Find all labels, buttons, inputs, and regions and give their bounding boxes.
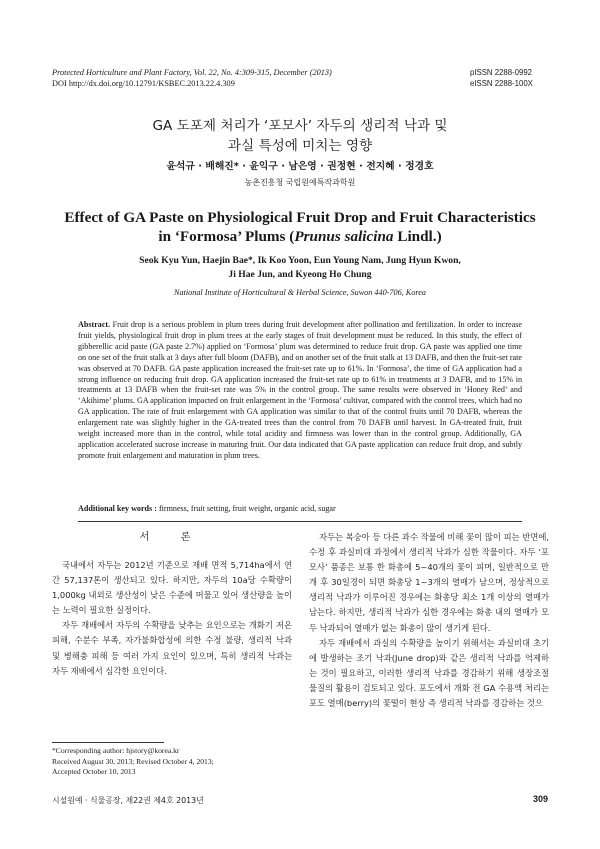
english-authors-line1: Seok Kyu Yun, Haejin Bae*, Ik Koo Yoon, Eun Young Nam, Jung Hyun Kwon, [139, 255, 461, 266]
corresponding-author: *Corresponding author: hjstory@korea.kr [52, 746, 180, 755]
intro-paragraph-2: 자두 재배에서 자두의 수확량을 낮추는 요인으로는 개화기 저온 피해, 수분수 부족, 자가불화합성에 의한 수정 불량, 생리적 낙과 및 병해충 피해 등 여러 가지 요인이 있으며, 특히 생리적 낙과는 자두 재배에서 심각한 요인이다. [52, 620, 292, 676]
english-authors-line2: Ji Hae Jun, and Kyeong Ho Chung [228, 269, 372, 280]
footnote [52, 746, 292, 778]
abstract-label: Abstract. [78, 320, 111, 329]
abstract-divider [78, 521, 522, 522]
korean-title-line1: GA 도포제 처리가 ‘포모사’ 자두의 생리적 낙과 및 [152, 118, 448, 134]
footer-journal: 시설원예 · 식물공장, 제22권 제4호 2013년 [52, 796, 204, 805]
korean-title-line2: 과실 특성에 미치는 영향 [227, 138, 373, 154]
intro-paragraph-4: 자두 재배에서 과실의 수확량을 높이기 위해서는 과실비대 초기에 발생하는 조기 낙과(June drop)와 같은 생리적 낙과를 억제하는 것이 필요하고, 이러한 생리적 낙과를 경감하기 위해 생장조절물질의 활용이 검토되고 있다. 포도에서 개화 전 GA 수용액 처리는 포도 열매(berry)의 꽃떨이 현상 즉 생리적 낙과를 경감하는 것으 [309, 637, 549, 709]
english-title-line2-post: Lindl.) [393, 228, 442, 245]
keywords-label: Additional key words : [78, 504, 157, 513]
section-heading-introduction: 서 론 [139, 532, 205, 543]
left-column [52, 558, 292, 679]
english-affiliation: National Institute of Horticultural & Herbal Science, Suwon 440-706, Korea [174, 288, 426, 297]
intro-paragraph-1: 국내에서 자두는 2012년 기준으로 재배 면적 5,714ha에서 연간 57,137톤이 생산되고 있다. 하지만, 자두의 10a당 수확량이 1,000kg 내외로 생산성이 낮은 수준에 머물고 있어 생산량을 높이는 노력이 필요한 실정이다. [52, 560, 292, 616]
english-title-line2 [40, 227, 560, 246]
english-title-line2-pre: in ‘Formosa’ Plums ( [158, 228, 295, 245]
journal-citation-block [52, 68, 432, 89]
keywords-text: firmness, fruit setting, fruit weight, organic acid, sugar [156, 504, 336, 513]
abstract [78, 320, 522, 462]
issn-block [470, 68, 550, 89]
pissn: pISSN 2288-0992 [470, 68, 532, 77]
accepted-date: Accepted October 10, 2013 [52, 767, 136, 777]
keywords [78, 503, 522, 514]
journal-citation: Protected Horticulture and Plant Factory, Vol. 22, No. 4:309-315, December (2013) [52, 68, 332, 77]
footnote-divider [52, 742, 164, 743]
doi-link[interactable]: DOI http://dx.doi.org/10.12791/KSBEC.2013.22.4.309 [52, 78, 235, 88]
right-column [309, 530, 549, 711]
abstract-text: Fruit drop is a serious problem in plum trees during fruit development after pollination and fertilization. In order to increase fruit yields, physiological fruit drop in plum trees at the early stages of fruit development must be reduced. In this study, the effect of gibberellic acid paste (GA paste 2.7%) applied on ‘Formosa’ plum was determined to reduce fruit drop. GA paste was applied one time on one set of the fruit stalk at 3 days after full bloom (DAFB), and on another set of the fruit stalk at 13 DAFB, and then the fruit-set rate was observed at 70 DAFB. GA paste application increased the fruit-set rate up to 61%. In ‘Formosa’, the time of GA application had a strong influence on reducing fruit drop. GA application increased the fruit-set rate up to 61% in treatments at 3 DAFB, and to 15% in treatments at 13 DAFB when the fruit-set rate was 5% in the control group. The same results were observed in ‘Honey Red’ and ‘Akihime’ plums. GA application impacted on fruit enlargement in the ‘Formosa’ cultivar, compared with the control trees, which had no GA application. The rate of fruit enlargement with GA application was similar to that of the control fruits until 70 DAFB, whereas the enlargement rate was slightly higher in the GA-treated trees than the control from 70 DAFB until harvest. In GA-treated fruit, fruit weight increased more than in the control, while total acidity and firmness was lower than in the control group. Additionally, GA application accelerated sucrose increase in maturing fruit. Our data indicated that GA paste application can reduce fruit drop, and subtly promote fruit enlargement and maturation in plum trees. [78, 320, 522, 460]
korean-authors: 윤석규 · 배해진* · 윤익구 · 남은영 · 권정현 · 전지혜 · 정경호 [166, 161, 434, 172]
intro-paragraph-3: 자두는 복숭아 등 다른 과수 작물에 비해 꽃이 많이 피는 반면에, 수정 후 과실비대 과정에서 생리적 낙과가 심한 작물이다. 자두 ‘포모사’ 품종은 보통 한 화총에 5~40개의 꽃이 피며, 일반적으로 만개 후 30일경이 되면 화총당 1~3개의 열매가 남으며, 정상적으로 생리적 낙과가 이루어진 경우에는 화총당 최소 1개 이상의 열매가 남는다. 하지만, 생리적 낙과가 심한 경우에는 화총 내의 열매가 모두 낙과되어 열매가 없는 화총이 많이 생기게 된다. [309, 532, 549, 633]
page-number: 309 [532, 794, 548, 804]
species-name: Prunus salicina [294, 228, 394, 245]
received-date: Received August 30, 2013; Revised October 4, 2013; [52, 756, 214, 766]
english-title [40, 208, 560, 246]
english-authors [40, 254, 560, 282]
eissn: eISSN 2288-100X [470, 78, 533, 88]
english-title-line1: Effect of GA Paste on Physiological Fruit Drop and Fruit Characteristics [64, 209, 536, 226]
korean-affiliation: 농촌진흥청 국립원예특작과학원 [244, 178, 356, 187]
korean-title [40, 116, 560, 156]
